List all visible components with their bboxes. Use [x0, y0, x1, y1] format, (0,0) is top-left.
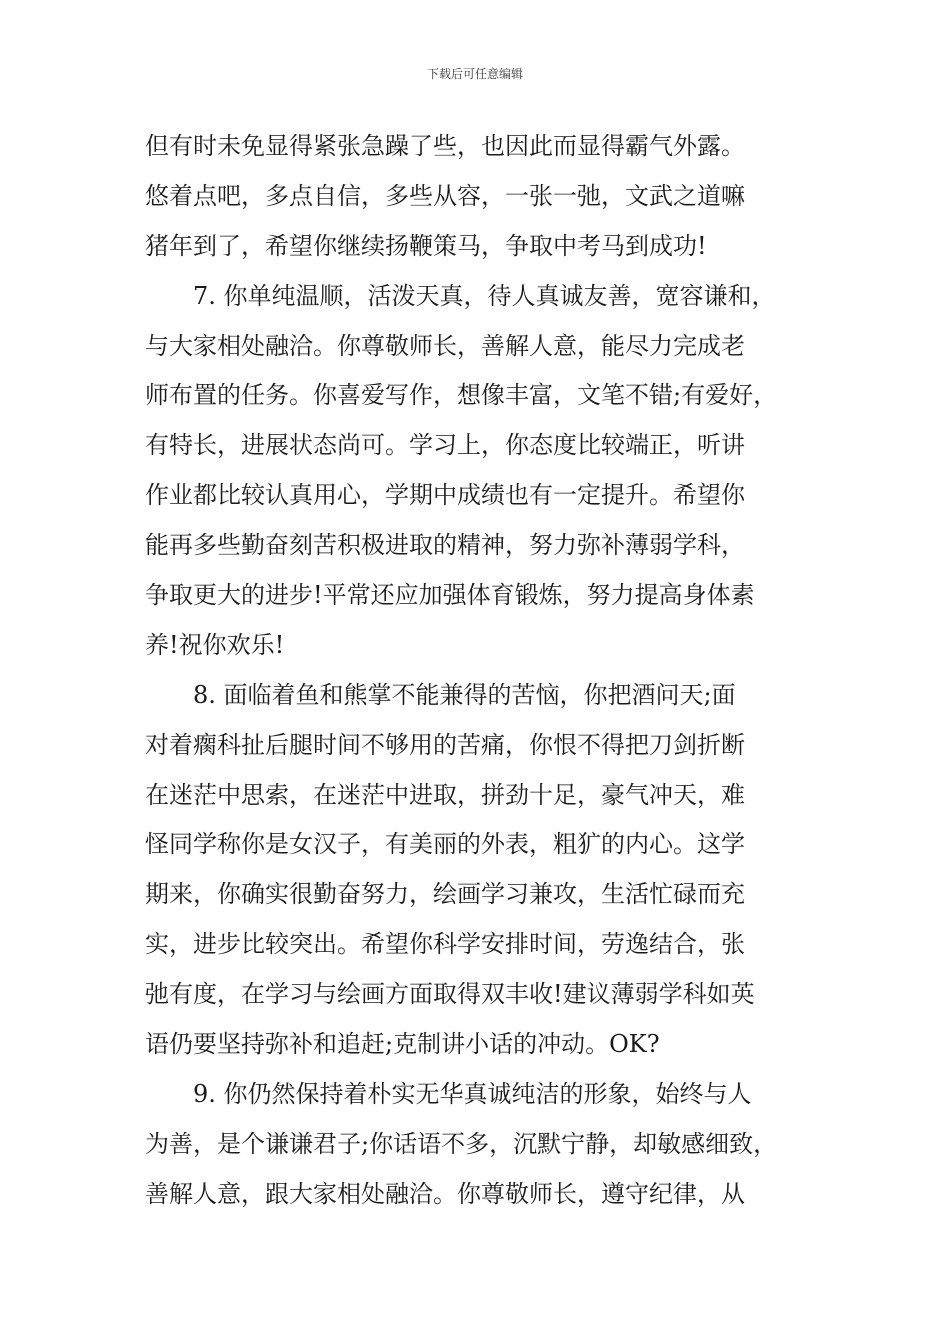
paragraph-start-8: 8. 面临着鱼和熊掌不能兼得的苦恼，你把酒问天;面 — [193, 680, 736, 709]
text-line: 但有时未免显得紧张急躁了些，也因此而显得霸气外露。 — [145, 132, 745, 160]
text-line: 善解人意，跟大家相处融洽。你尊敬师长，遵守纪律，从 — [145, 1179, 745, 1208]
text-line: 养!祝你欢乐! — [145, 630, 285, 659]
text-line: 在迷茫中思索，在迷茫中进取，拼劲十足，豪气冲天，难 — [145, 780, 745, 809]
text-line: 期来，你确实很勤奋努力，绘画学习兼攻，生活忙碌而充 — [145, 880, 745, 909]
text-line: 悠着点吧，多点自信，多些从容，一张一弛，文武之道嘛 — [145, 181, 745, 210]
text-line: 师布置的任务。你喜爱写作，想像丰富，文笔不错;有爱好， — [145, 381, 778, 410]
text-line: 争取更大的进步!平常还应加强体育锻炼，努力提高身体素 — [145, 581, 755, 610]
text-line: 对着瘸科扯后腿时间不够用的苦痛，你恨不得把刀剑折断 — [145, 730, 745, 759]
text-line: 猪年到了，希望你继续扬鞭策马，争取中考马到成功! — [145, 231, 707, 260]
paragraph-start-7: 7. 你单纯温顺，活泼天真，待人真诚友善，宽容谦和， — [193, 281, 776, 310]
text-line: 语仍要坚持弥补和追赶;克制讲小话的冲动。OK? — [145, 1030, 660, 1059]
text-line: 与大家相处融洽。你尊敬师长，善解人意，能尽力完成老 — [145, 331, 745, 360]
text-line: 有特长，进展状态尚可。学习上，你态度比较端正，听讲 — [145, 431, 745, 460]
text-line: 作业都比较认真用心，学期中成绩也有一定提升。希望你 — [145, 481, 745, 510]
paragraph-start-9: 9. 你仍然保持着朴实无华真诚纯洁的形象，始终与人 — [193, 1079, 752, 1108]
text-line: 怪同学称你是女汉子，有美丽的外表，粗犷的内心。这学 — [145, 830, 745, 859]
text-line: 实，进步比较突出。希望你科学安排时间，劳逸结合，张 — [145, 930, 745, 959]
text-line: 能再多些勤奋刻苦积极进取的精神，努力弥补薄弱学科， — [145, 531, 745, 560]
text-line: 为善，是个谦谦君子;你话语不多，沉默宁静，却敏感细致， — [145, 1129, 778, 1158]
page-header: 下载后可任意编辑 — [426, 67, 523, 81]
text-line: 弛有度，在学习与绘画方面取得双丰收!建议薄弱学科如英 — [145, 980, 755, 1009]
document-body — [145, 122, 835, 1220]
